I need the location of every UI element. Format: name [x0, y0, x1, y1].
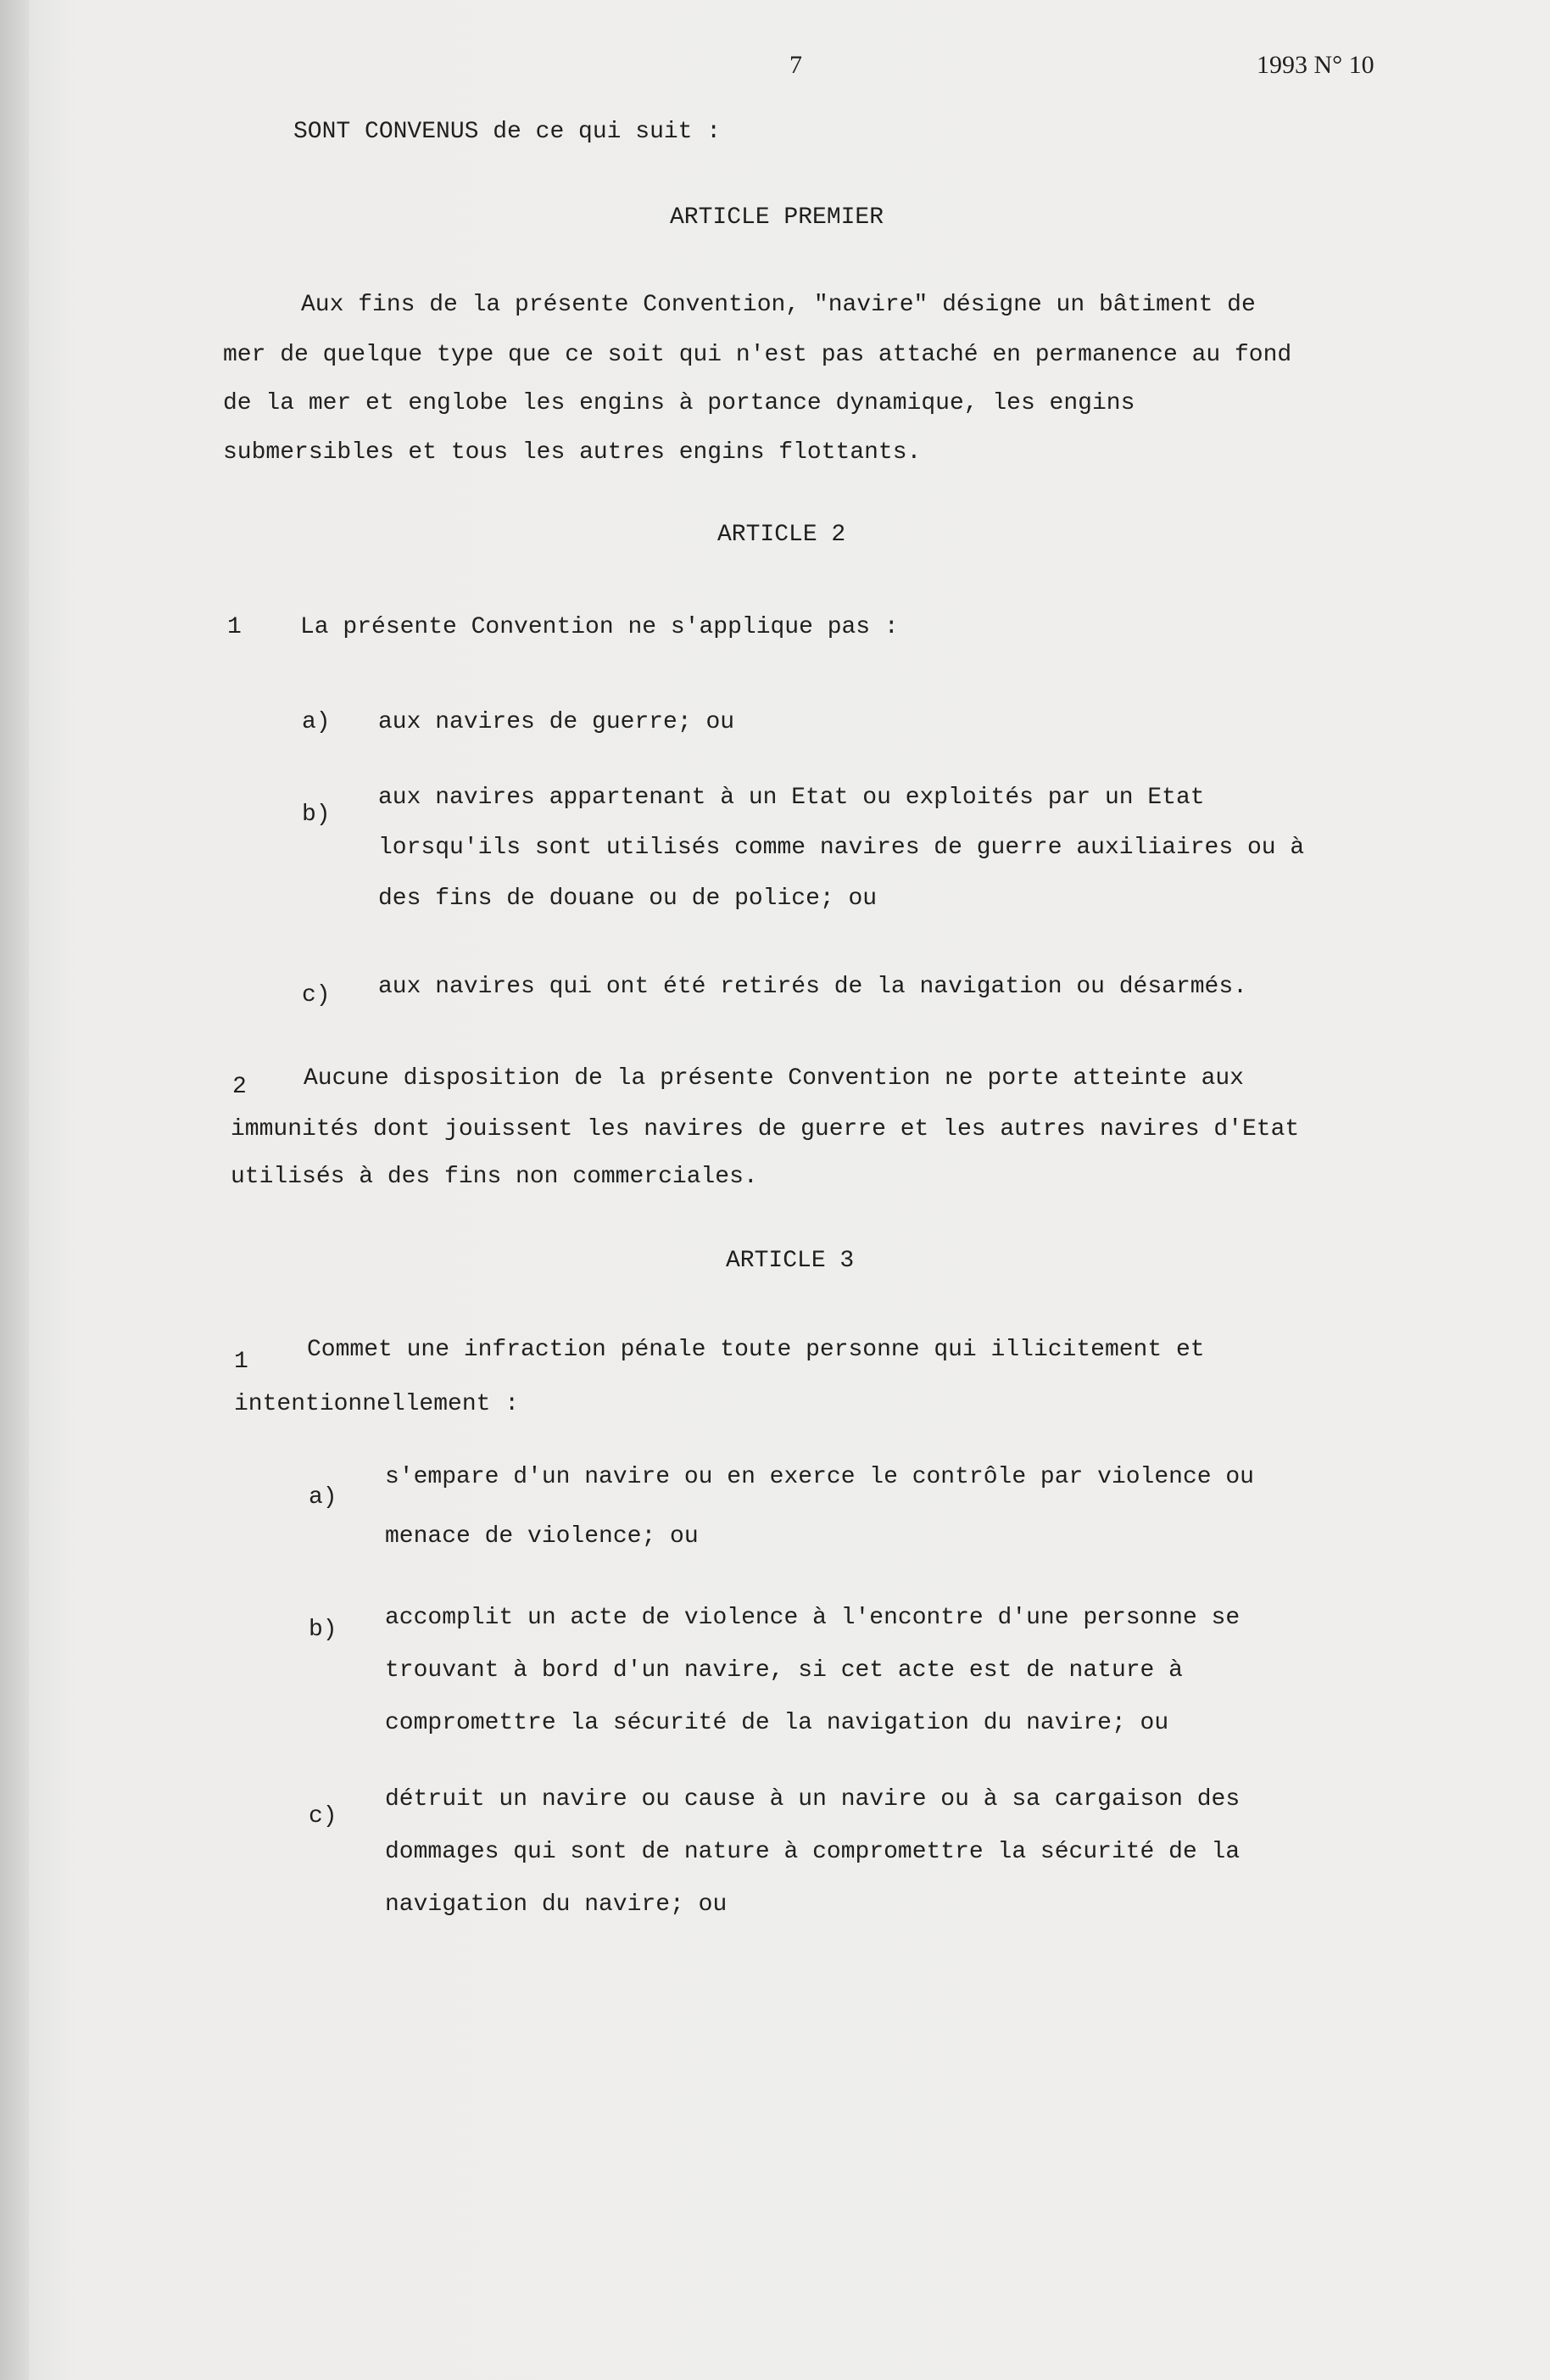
item-label: b)	[302, 802, 331, 828]
article-2-para-1-text: La présente Convention ne s'applique pas :	[300, 614, 899, 640]
intro-text: SONT CONVENUS de ce qui suit :	[293, 119, 722, 145]
item-line: accomplit un acte de violence à l'encontre d'une personne se	[385, 1605, 1241, 1631]
page-number: 7	[789, 51, 802, 79]
item-label: b)	[309, 1617, 337, 1643]
item-line: menace de violence; ou	[385, 1523, 699, 1550]
item-line: lorsqu'ils sont utilisés comme navires de guerre auxiliaires ou à	[378, 835, 1305, 861]
article-premier-line: submersibles et tous les autres engins flottants.	[223, 439, 922, 466]
article-2-para-2-line: Aucune disposition de la présente Convention ne porte atteinte aux	[304, 1065, 1244, 1092]
item-line: des fins de douane ou de police; ou	[378, 886, 878, 912]
article-premier-line: de la mer et englobe les engins à portance dynamique, les engins	[223, 390, 1135, 416]
paragraph-number: 1	[227, 614, 242, 640]
item-line: trouvant à bord d'un navire, si cet acte est de nature à	[385, 1657, 1183, 1684]
article-3-para-1-line: Commet une infraction pénale toute personne qui illicitement et	[307, 1337, 1205, 1363]
item-line: s'empare d'un navire ou en exerce le contrôle par violence ou	[385, 1464, 1254, 1490]
paragraph-number: 2	[232, 1074, 247, 1100]
article-3-para-1-line: intentionnellement :	[234, 1391, 520, 1417]
article-premier-heading: ARTICLE PREMIER	[670, 204, 884, 231]
item-line: aux navires qui ont été retirés de la navigation ou désarmés.	[378, 974, 1247, 1000]
article-2-para-2-line: immunités dont jouissent les navires de guerre et les autres navires d'Etat	[231, 1116, 1300, 1143]
article-premier-line: Aux fins de la présente Convention, "navire" désigne un bâtiment de	[301, 292, 1256, 318]
page-binding-shadow	[0, 0, 29, 2380]
item-line: navigation du navire; ou	[385, 1891, 728, 1918]
item-line: aux navires appartenant à un Etat ou exploités par un Etat	[378, 785, 1205, 811]
article-premier-line: mer de quelque type que ce soit qui n'est pas attaché en permanence au fond	[223, 342, 1292, 368]
article-2-heading: ARTICLE 2	[717, 522, 846, 548]
item-label: c)	[309, 1803, 337, 1830]
document-reference: 1993 N° 10	[1257, 51, 1374, 79]
item-line: aux navires de guerre; ou	[378, 709, 735, 735]
item-line: compromettre la sécurité de la navigation du navire; ou	[385, 1710, 1169, 1736]
item-line: dommages qui sont de nature à compromettre la sécurité de la	[385, 1839, 1241, 1865]
article-2-para-2-line: utilisés à des fins non commerciales.	[231, 1164, 758, 1190]
item-label: c)	[302, 982, 331, 1008]
item-line: détruit un navire ou cause à un navire ou à sa cargaison des	[385, 1786, 1241, 1813]
item-label: a)	[309, 1484, 337, 1511]
item-label: a)	[302, 709, 331, 735]
article-3-heading: ARTICLE 3	[726, 1248, 855, 1274]
paragraph-number: 1	[234, 1349, 248, 1375]
